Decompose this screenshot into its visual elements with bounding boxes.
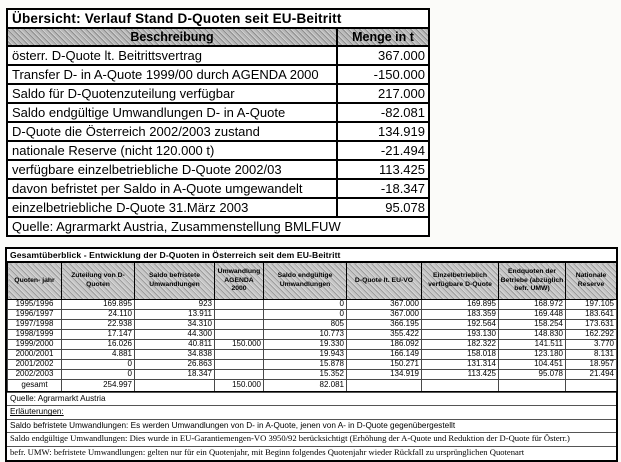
row-label: nationale Reserve (nicht 120.000 t) (7, 141, 337, 160)
value-cell (347, 380, 422, 392)
value-cell: 141.511 (499, 340, 566, 350)
value-cell: 4.881 (62, 350, 135, 360)
value-cell: 168.972 (499, 300, 566, 310)
row-label: einzelbetriebliche D-Quote 31.März 2003 (7, 198, 337, 217)
table1-source: Quelle: Agrarmarkt Austria, Zusammenstellung BMLFUW (7, 217, 429, 236)
gesamtueberblick-table (7, 262, 617, 392)
value-cell: 40.811 (135, 340, 215, 350)
value-cell: 24.110 (62, 310, 135, 320)
value-cell: 192.564 (422, 320, 499, 330)
note-line: Saldo endgültige Umwandlungen: Dies wurde in EU-Garantiemengen-VO 3950/92 berücksichtigt (Erhöhung der A-Quote und Reduktion der D-Quote für Österr.) (7, 432, 616, 446)
uebersicht-table (6, 8, 430, 237)
value-cell: 158.254 (499, 320, 566, 330)
table-row (8, 340, 617, 350)
row-value: -21.494 (337, 141, 429, 160)
row-value: -150.000 (337, 65, 429, 84)
value-cell: 34.838 (135, 350, 215, 360)
year-cell: 1999/2000 (8, 340, 62, 350)
value-cell: 166.149 (347, 350, 422, 360)
table-header-row (8, 263, 617, 300)
value-cell (215, 320, 264, 330)
table-row (7, 65, 429, 84)
column-header-beschreibung: Beschreibung (7, 28, 337, 46)
year-cell: 1995/1996 (8, 300, 62, 310)
value-cell: 183.641 (566, 310, 617, 320)
table-row (8, 350, 617, 360)
row-label: verfügbare einzelbetriebliche D-Quote 2002/03 (7, 160, 337, 179)
column-header-menge: Menge in t (337, 28, 429, 46)
value-cell: 95.078 (499, 370, 566, 380)
table-row (7, 84, 429, 103)
value-cell: 150.000 (215, 340, 264, 350)
value-cell: 367.000 (347, 300, 422, 310)
value-cell (499, 380, 566, 392)
value-cell: 113.425 (422, 370, 499, 380)
table1-title: Übersicht: Verlauf Stand D-Quoten seit EU-Beitritt (7, 9, 429, 28)
value-cell: 366.195 (347, 320, 422, 330)
year-cell: 1997/1998 (8, 320, 62, 330)
row-label: Saldo endgültige Umwandlungen D- in A-Quote (7, 103, 337, 122)
note-line: Saldo befristete Umwandlungen: Es werden Umwandlungen von D- in A-Quote, jenen von A- in D-Quote gegenübergestellt (7, 419, 616, 432)
row-value: 134.919 (337, 122, 429, 141)
value-cell: 148.830 (499, 330, 566, 340)
value-cell: 22.938 (62, 320, 135, 330)
value-cell: 15.878 (264, 360, 347, 370)
column-header-zuteilung: Zuteilung von D-Quoten (62, 263, 135, 300)
value-cell: 8.131 (566, 350, 617, 360)
value-cell: 197.105 (566, 300, 617, 310)
row-value: 95.078 (337, 198, 429, 217)
year-cell: gesamt (8, 380, 62, 392)
value-cell: 123.180 (499, 350, 566, 360)
value-cell: 82.081 (264, 380, 347, 392)
column-header-saldo-endgueltig: Saldo endgültige Umwandlungen (264, 263, 347, 300)
value-cell: 18.347 (135, 370, 215, 380)
value-cell: 0 (62, 370, 135, 380)
value-cell (215, 300, 264, 310)
column-header-einzelbetrieblich: Einzelbetrieblich verfügbare D-Quote (422, 263, 499, 300)
value-cell: 131.314 (422, 360, 499, 370)
column-header-quotenjahr: Quoten- jahr (8, 263, 62, 300)
value-cell: 17.147 (62, 330, 135, 340)
row-value: -82.081 (337, 103, 429, 122)
value-cell: 13.911 (135, 310, 215, 320)
row-value: -18.347 (337, 179, 429, 198)
value-cell: 0 (264, 300, 347, 310)
table-row (8, 310, 617, 320)
value-cell: 182.322 (422, 340, 499, 350)
value-cell: 21.494 (566, 370, 617, 380)
value-cell: 173.631 (566, 320, 617, 330)
row-label: Saldo für D-Quotenzuteilung verfügbar (7, 84, 337, 103)
column-header-endquoten: Endquoten der Betriebe (abzüglich befr. UMW) (499, 263, 566, 300)
value-cell: 805 (264, 320, 347, 330)
row-value: 367.000 (337, 46, 429, 65)
table-header-row (7, 28, 429, 46)
table-source-row (7, 217, 429, 236)
value-cell: 923 (135, 300, 215, 310)
row-value: 217.000 (337, 84, 429, 103)
table-row (7, 179, 429, 198)
value-cell: 355.422 (347, 330, 422, 340)
value-cell: 367.000 (347, 310, 422, 320)
table-row (7, 141, 429, 160)
value-cell: 34.310 (135, 320, 215, 330)
value-cell: 16.026 (62, 340, 135, 350)
value-cell: 104.451 (499, 360, 566, 370)
column-header-saldo-befristet: Saldo befristete Umwandlungen (135, 263, 215, 300)
value-cell: 19.330 (264, 340, 347, 350)
value-cell: 158.018 (422, 350, 499, 360)
value-cell (215, 310, 264, 320)
table2-source: Quelle: Agrarmarkt Austria (7, 392, 616, 405)
value-cell: 0 (62, 360, 135, 370)
note-line: befr. UMW: befristete Umwandlungen: gelten nur für ein Quotenjahr, mit Beginn folgendes Quotenjahr wieder Rückfall zu ursprünglichen Quotenart (7, 446, 616, 460)
value-cell: 183.359 (422, 310, 499, 320)
value-cell: 169.448 (499, 310, 566, 320)
value-cell: 0 (264, 310, 347, 320)
row-label: Transfer D- in A-Quote 1999/00 durch AGENDA 2000 (7, 65, 337, 84)
column-header-agenda: Umwandlung AGENDA 2000 (215, 263, 264, 300)
table-row (8, 360, 617, 370)
notes-heading-label: Erläuterungen: (10, 407, 64, 417)
table-row (8, 320, 617, 330)
table-row (7, 46, 429, 65)
year-cell: 2001/2002 (8, 360, 62, 370)
value-cell: 15.352 (264, 370, 347, 380)
value-cell: 150.000 (215, 380, 264, 392)
value-cell: 19.943 (264, 350, 347, 360)
column-header-dquote-euvo: D-Quote lt. EU-VO (347, 263, 422, 300)
notes-heading (7, 405, 616, 418)
value-cell (215, 370, 264, 380)
row-label: davon befristet per Saldo in A-Quote umgewandelt (7, 179, 337, 198)
row-label: D-Quote die Österreich 2002/2003 zustand (7, 122, 337, 141)
table2-title: Gesamtüberblick - Entwicklung der D-Quoten in Österreich seit dem EU-Beitritt (7, 249, 616, 262)
value-cell: 18.957 (566, 360, 617, 370)
value-cell: 169.895 (62, 300, 135, 310)
table-row (7, 103, 429, 122)
table-row (7, 198, 429, 217)
table-row (8, 300, 617, 310)
table-total-row (8, 380, 617, 392)
value-cell: 186.092 (347, 340, 422, 350)
value-cell: 26.863 (135, 360, 215, 370)
value-cell: 134.919 (347, 370, 422, 380)
value-cell: 193.130 (422, 330, 499, 340)
row-label: österr. D-Quote lt. Beitrittsvertrag (7, 46, 337, 65)
table-row (8, 370, 617, 380)
value-cell (215, 330, 264, 340)
table-row (7, 160, 429, 179)
year-cell: 1998/1999 (8, 330, 62, 340)
value-cell: 169.895 (422, 300, 499, 310)
value-cell (215, 350, 264, 360)
value-cell: 10.773 (264, 330, 347, 340)
value-cell (422, 380, 499, 392)
value-cell: 254.997 (62, 380, 135, 392)
column-header-nationale-reserve: Nationale Reserve (566, 263, 617, 300)
value-cell: 150.271 (347, 360, 422, 370)
year-cell: 1996/1997 (8, 310, 62, 320)
year-cell: 2000/2001 (8, 350, 62, 360)
gesamtueberblick-box (5, 247, 618, 462)
table-row (8, 330, 617, 340)
value-cell (135, 380, 215, 392)
row-value: 113.425 (337, 160, 429, 179)
value-cell (566, 380, 617, 392)
value-cell (215, 360, 264, 370)
value-cell: 3.770 (566, 340, 617, 350)
value-cell: 44.300 (135, 330, 215, 340)
value-cell: 162.292 (566, 330, 617, 340)
year-cell: 2002/2003 (8, 370, 62, 380)
table-row (7, 122, 429, 141)
table-title-row (7, 9, 429, 28)
